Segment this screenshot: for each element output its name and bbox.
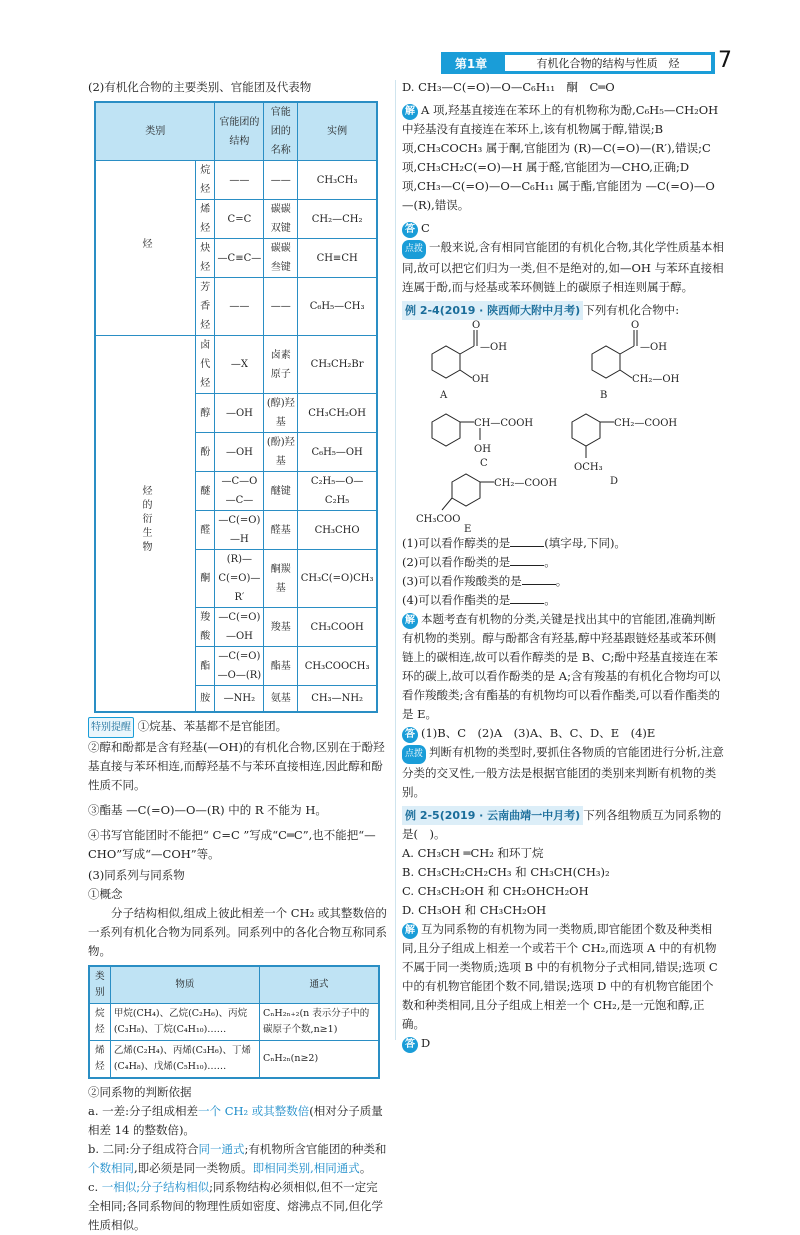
page-number: 7 xyxy=(718,48,732,73)
chapter-header xyxy=(441,52,715,74)
svg-text:CH₂—COOH: CH₂—COOH xyxy=(614,418,678,429)
table-cell: 乙烯(C₂H₄)、丙烯(C₃H₆)、丁烯(C₄H₈)、戊烯(C₅H₁₀)…… xyxy=(110,1040,259,1078)
svg-text:OCH₃: OCH₃ xyxy=(574,462,603,473)
table-cell: —— xyxy=(215,278,264,336)
molecule-d-label: D xyxy=(610,476,619,487)
q4-blank[interactable] xyxy=(510,603,544,604)
table-cell: —— xyxy=(264,161,298,200)
concept-title: ①概念 xyxy=(88,886,123,901)
table-cell: 烯烃 xyxy=(196,200,215,239)
table-cell: —C(=O)—H xyxy=(215,511,264,550)
table-cell: 卤代烃 xyxy=(196,336,215,394)
table-header: 类别 xyxy=(89,966,110,1004)
table-cell: C=C xyxy=(215,200,264,239)
judge-a xyxy=(88,1102,388,1140)
table-cell: C₆H₅—CH₃ xyxy=(298,278,377,336)
svg-text:CH₂—OH: CH₂—OH xyxy=(632,374,680,385)
judge-b-end: 。 xyxy=(359,1160,372,1175)
answer-icon-2: 答 xyxy=(402,727,418,743)
table-cell: 醚 xyxy=(196,472,215,511)
option-d: D. CH₃OH 和 CH₃CH₂OH xyxy=(402,903,547,917)
table-cell: CH₃C(=O)CH₃ xyxy=(298,550,377,608)
table-cell: CH₃COOH xyxy=(298,608,377,647)
example-2-5-question: 下列各组物质互为同系物的是( )。 xyxy=(402,808,722,841)
molecule-b-label: B xyxy=(600,390,608,401)
q2: (2)可以看作酚类的是 。 xyxy=(402,555,556,569)
answer-3: D xyxy=(421,1036,431,1050)
table-cell: 羧酸 xyxy=(196,608,215,647)
functional-group-table xyxy=(94,101,378,713)
table-cell: —C(=O)—O—(R) xyxy=(215,647,264,686)
solve-icon: 解 xyxy=(402,104,418,120)
table-cell: 醚键 xyxy=(264,472,298,511)
svg-text:OH: OH xyxy=(474,444,491,455)
q3: (3)可以看作羧酸类的是 。 xyxy=(402,574,568,588)
table-header: 官能团的名称 xyxy=(264,102,298,161)
table-cell: CH₃CH₂Br xyxy=(298,336,377,394)
q3-blank[interactable] xyxy=(522,584,556,585)
q1-text: (1)可以看作醇类的是 xyxy=(402,536,511,550)
judge-c-pre: c. xyxy=(88,1179,102,1194)
molecule-c xyxy=(432,414,533,455)
homolog-table xyxy=(88,965,380,1079)
answer-1: C xyxy=(421,221,430,235)
molecule-b xyxy=(592,320,680,385)
solve-icon-3: 解 xyxy=(402,923,418,939)
solve-3: 互为同系物的有机物为同一类物质,即官能团个数及种类相同,且分子组成上相差一个或若干个 CH₂,而选项 A 中的有机物不属于同一类物质;选项 B 中的有机物分子式相同,错误;选项 C 中的有机物官能团个数不同,错误;选项 D 中的有机物官能团个数和种类相同,且分子组成上相差一个 CH₂,是一元饱和醇,正确。 xyxy=(402,922,718,1031)
column-divider xyxy=(395,80,396,1040)
table-cell: 炔烃 xyxy=(196,239,215,278)
judge-c xyxy=(88,1178,388,1235)
table-header: 官能团的结构 xyxy=(215,102,264,161)
table-header: 类别 xyxy=(95,102,215,161)
q4: (4)可以看作酯类的是 。 xyxy=(402,593,556,607)
table-cell: 碳碳叁键 xyxy=(264,239,298,278)
hint-2: 判断有机物的类型时,要抓住各物质的官能团进行分析,注意分类的交叉性,一般方法是根据官能团的类别来判断有机物的类别。 xyxy=(402,745,724,799)
table-cell: CH≡CH xyxy=(298,239,377,278)
judge-c-post: ;同系物结构必须相似,但不一定完全相同;各同系物间的物理性质如密度、熔沸点不同,但化学性质相似。 xyxy=(88,1179,384,1232)
table-cell: 羧基 xyxy=(264,608,298,647)
table-cell: (醇)羟基 xyxy=(264,394,298,433)
table-cell: 胺 xyxy=(196,686,215,712)
table-cell: CₙH₂ₙ₊₂(n 表示分子中的碳原子个数,n≥1) xyxy=(260,1003,379,1040)
svg-text:O: O xyxy=(472,320,481,331)
table-cell: 烷烃 xyxy=(89,1003,110,1040)
chapter-title: 有机化合物的结构与性质 烃 xyxy=(505,55,711,71)
table-cell: —C(=O)—OH xyxy=(215,608,264,647)
example-2-5-tag: 例 2-5(2019 · 云南曲靖一中月考) xyxy=(402,806,583,825)
table-cell: 醇 xyxy=(196,394,215,433)
category-group: 烃 xyxy=(95,161,196,336)
svg-text:—OH: —OH xyxy=(480,342,507,353)
molecule-c-label: C xyxy=(480,458,488,469)
table-cell: —— xyxy=(264,278,298,336)
judge-a-pre: a. 一差:分子组成相差 xyxy=(88,1103,199,1118)
table-header: 通式 xyxy=(260,966,379,1004)
table-row xyxy=(89,1040,379,1078)
table-cell: 酮 xyxy=(196,550,215,608)
hint-1: 一般来说,含有相同官能团的有机化合物,其化学性质基本相同,故可以把它们归为一类,但不是绝对的,如—OH 与苯环直接相连属于酚,而与烃基或苯环侧链上的碳原子相连则属于醇。 xyxy=(402,240,724,294)
solve-1: A 项,羟基直接连在苯环上的有机物称为酚,C₆H₅—CH₂OH 中羟基没有直接连在苯环上,该有机物属于醇,错误;B 项,CH₃COCH₃ 属于酮,官能团为 (R)—C(=O)—(R′),错误;C 项,CH₃CH₂C(=O)—H 属于醛,官能团为—CHO,正确;D 项,CH₃—C(=O)—O—C₆H₁₁ 属于酯,官能团为 —C(=O)—O—(R),错误。 xyxy=(402,103,719,212)
answer-icon-3: 答 xyxy=(402,1037,418,1053)
molecule-a-label: A xyxy=(440,390,448,401)
q3-text: (3)可以看作羧酸类的是 xyxy=(402,574,522,588)
judge-b-key2: 个数相同 xyxy=(88,1160,134,1175)
table-cell: C₆H₅—OH xyxy=(298,433,377,472)
option-b: B. CH₃CH₂CH₂CH₃ 和 CH₃CH(CH₃)₂ xyxy=(402,865,610,879)
table-cell: —OH xyxy=(215,394,264,433)
example-2-4-tag: 例 2-4(2019 · 陕西师大附中月考) xyxy=(402,301,583,320)
table-row xyxy=(89,1003,379,1040)
table-cell: 碳碳双键 xyxy=(264,200,298,239)
svg-text:—OH: —OH xyxy=(640,342,667,353)
svg-text:CH₃COO: CH₃COO xyxy=(416,514,461,525)
table-cell: —OH xyxy=(215,433,264,472)
q4-text: (4)可以看作酯类的是 xyxy=(402,593,511,607)
table-cell: 甲烷(CH₄)、乙烷(C₂H₆)、丙烷(C₃H₈)、丁烷(C₄H₁₀)…… xyxy=(110,1003,259,1040)
table-cell: CH₃COOCH₃ xyxy=(298,647,377,686)
table-header: 实例 xyxy=(298,102,377,161)
table-cell: 烷烃 xyxy=(196,161,215,200)
q1-note: (填字母,下同)。 xyxy=(544,536,626,550)
svg-text:OH: OH xyxy=(472,374,489,385)
table-cell: 醛基 xyxy=(264,511,298,550)
table-cell: —X xyxy=(215,336,264,394)
example-2-4-question: 下列有机化合物中: xyxy=(583,303,680,317)
table-cell: CH₃—NH₂ xyxy=(298,686,377,712)
table-cell: (酚)羟基 xyxy=(264,433,298,472)
table-cell: 酯基 xyxy=(264,647,298,686)
table-cell: —— xyxy=(215,161,264,200)
table-cell: 酚 xyxy=(196,433,215,472)
table-cell: CH₃CHO xyxy=(298,511,377,550)
table-cell: —C—O—C— xyxy=(215,472,264,511)
section2-title: (2)有机化合物的主要类别、官能团及代表物 xyxy=(88,80,312,94)
table-cell: —C≡C— xyxy=(215,239,264,278)
table-cell: —NH₂ xyxy=(215,686,264,712)
judge-b-pre: b. 二同:分子组成符合 xyxy=(88,1141,199,1156)
hint-icon: 点拨 xyxy=(402,240,426,259)
table-cell: CH₃CH₃ xyxy=(298,161,377,200)
svg-text:O: O xyxy=(631,320,640,331)
table-cell: C₂H₅—O—C₂H₅ xyxy=(298,472,377,511)
judge-b-mid: ;有机物所含官能团的种类和 xyxy=(244,1141,387,1156)
category-group: 烃的衍生物 xyxy=(95,336,196,712)
table-cell: 卤素原子 xyxy=(264,336,298,394)
svg-text:CH—COOH: CH—COOH xyxy=(474,418,534,429)
molecule-structures xyxy=(402,320,722,535)
solve-icon-2: 解 xyxy=(402,613,418,629)
table-cell: 酯 xyxy=(196,647,215,686)
table-cell: 醛 xyxy=(196,511,215,550)
table-cell: CH₂—CH₂ xyxy=(298,200,377,239)
svg-text:CH₂—COOH: CH₂—COOH xyxy=(494,478,558,489)
concept-text: 分子结构相似,组成上彼此相差一个 CH₂ 或其整数倍的一系列有机化合物为同系列。同系列中的各化合物互称同系物。 xyxy=(88,905,387,958)
molecule-e xyxy=(416,474,557,525)
judge-a-key: 一个 CH₂ 或其整数倍 xyxy=(198,1103,310,1118)
tip-4: ④书写官能团时不能把“ C=C ”写成“C═C”,也不能把“—CHO”写成“—COH”等。 xyxy=(88,827,376,861)
q1 xyxy=(402,534,724,553)
tip-2: ②醇和酚都是含有羟基(—OH)的有机化合物,区别在于酚羟基直接与苯环相连,而醇羟基不与苯环直接相连,因此醇和酚性质不同。 xyxy=(88,739,385,792)
option-a: A. CH₃CH ═CH₂ 和环丁烷 xyxy=(402,846,544,860)
tip-tag: 特别提醒 xyxy=(88,717,134,738)
judge-c-key: 一相似;分子结构相似 xyxy=(101,1179,210,1194)
right-column xyxy=(402,78,724,1053)
molecule-a xyxy=(432,320,507,385)
tip-3: ③酯基 —C(=O)—O—(R) 中的 R 不能为 H。 xyxy=(88,802,327,817)
q2-blank[interactable] xyxy=(510,565,544,566)
table-cell: 芳香烃 xyxy=(196,278,215,336)
judge-b-key1: 同一通式 xyxy=(198,1141,245,1156)
table-cell: (R)—C(=O)—R′ xyxy=(215,550,264,608)
table-cell: 氨基 xyxy=(264,686,298,712)
q2-text: (2)可以看作酚类的是 xyxy=(402,555,511,569)
table-cell: CH₃CH₂OH xyxy=(298,394,377,433)
section3-title: (3)同系列与同系物 xyxy=(88,867,185,882)
table-cell: 烯烃 xyxy=(89,1040,110,1078)
judge-b-key3: 即相同类别,相同通式 xyxy=(252,1160,360,1175)
chapter-label: 第1章 xyxy=(454,56,488,71)
table-header: 物质 xyxy=(110,966,259,1004)
table-cell: 酮羰基 xyxy=(264,550,298,608)
answer-icon: 答 xyxy=(402,222,418,238)
judge-b-mid2: ,即必须是同一类物质。 xyxy=(134,1160,253,1175)
judge-b xyxy=(88,1140,388,1178)
judge-title: ②同系物的判断依据 xyxy=(88,1084,192,1099)
table-cell: CₙH₂ₙ(n≥2) xyxy=(260,1040,379,1078)
option-d-prev: D. CH₃—C(=O)—O—C₆H₁₁ 酮 C═O xyxy=(402,80,615,94)
answer-2: (1)B、C (2)A (3)A、B、C、D、E (4)E xyxy=(421,726,656,740)
hint-icon-2: 点拨 xyxy=(402,745,426,764)
q1-blank[interactable] xyxy=(510,546,544,547)
left-column xyxy=(88,78,388,1235)
tip-1: ①烷基、苯基都不是官能团。 xyxy=(137,718,288,733)
table-row xyxy=(95,336,377,394)
option-c: C. CH₃CH₂OH 和 CH₂OHCH₂OH xyxy=(402,884,589,898)
solve-2: 本题考查有机物的分类,关键是找出其中的官能团,准确判断有机物的类别。醇与酚都含有羟基,醇中羟基跟链烃基或苯环侧链上的碳相连,故可以看作醇类的是 B、C;酚中羟基直接连在苯环的碳上,故可以看作酚类的是 A;含有羧基的有机化合物均可以看作羧酸类;含有酯基的有机物均可以看作酯类,可以看作酯类的是 E。 xyxy=(402,612,721,721)
table-row xyxy=(95,161,377,200)
judge-a-post: (相对分子质量相差 14 的整数倍)。 xyxy=(88,1103,383,1137)
molecule-e-label: E xyxy=(464,524,472,535)
molecule-d xyxy=(572,414,677,473)
